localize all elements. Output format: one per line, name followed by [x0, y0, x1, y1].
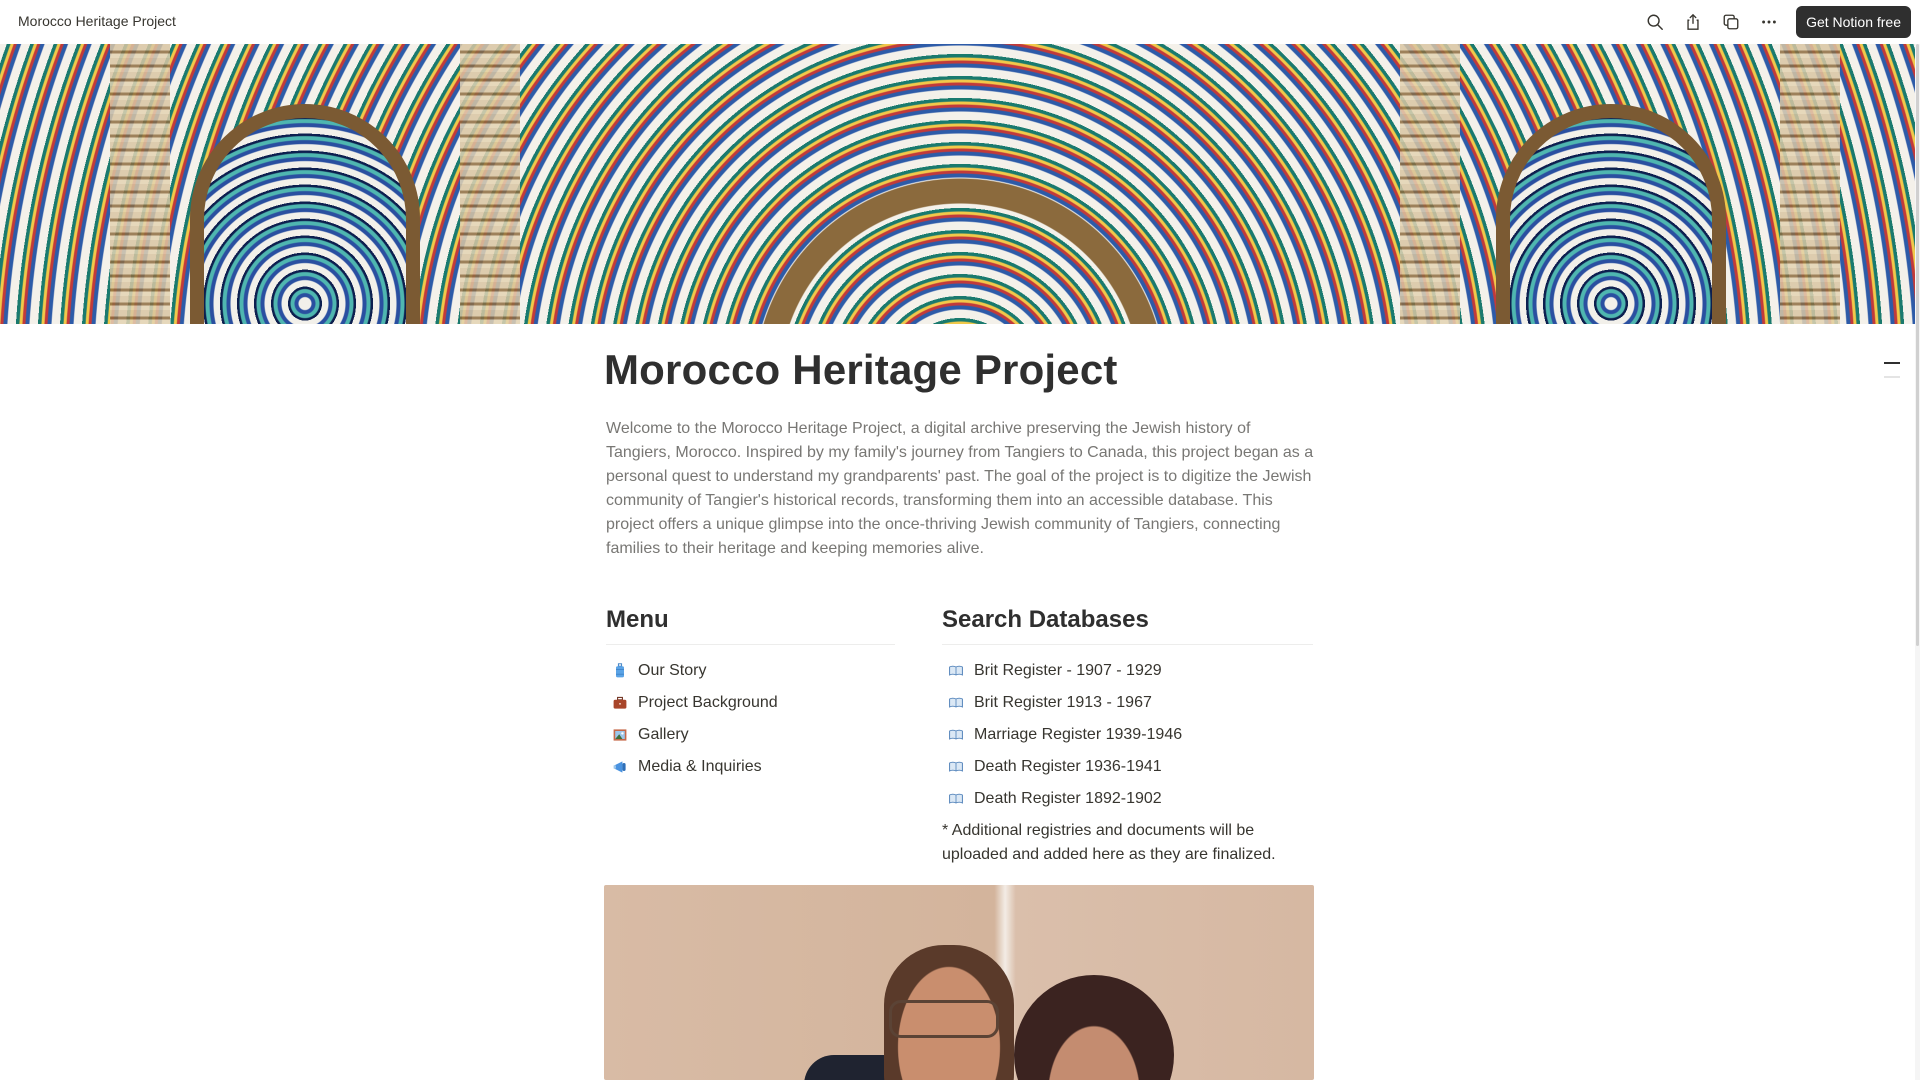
duplicate-icon — [1722, 13, 1740, 31]
luggage-icon — [610, 661, 630, 681]
scrollbar-thumb[interactable] — [1916, 44, 1919, 646]
briefcase-icon — [610, 693, 630, 713]
open-book-icon — [946, 789, 966, 809]
family-photo[interactable] — [604, 885, 1314, 1080]
database-link-label: Brit Register 1913 - 1967 — [974, 694, 1152, 711]
divider — [606, 644, 895, 645]
menu-heading: Menu — [606, 606, 669, 633]
database-link-label: Brit Register - 1907 - 1929 — [974, 662, 1162, 679]
intro-paragraph: Welcome to the Morocco Heritage Project, a digital archive preserving the Jewish history of Tangiers, Morocco. Inspired by my family's journey from Tangiers to Canada, this project began as a personal quest to understand my grandparents' past. The goal of the project is to digitize the Jewish community of Tangier's historical records, transforming them into an accessible database. This project offers a unique glimpse into the once-thriving Jewish community of Tangiers, connecting families to their heritage and keeping memories alive. — [606, 420, 1314, 557]
table-of-contents-outline[interactable] — [1884, 362, 1900, 378]
search-icon — [1646, 13, 1664, 31]
megaphone-icon — [610, 757, 630, 777]
databases-note: * Additional registries and documents will be uploaded and added here as they are finalized. — [942, 822, 1276, 863]
duplicate-button[interactable] — [1716, 7, 1746, 37]
cover-carving — [1400, 44, 1460, 324]
topbar — [0, 0, 1920, 44]
cover-carving — [110, 44, 170, 324]
page-scrollbar[interactable] — [1915, 44, 1920, 1080]
search-databases-heading: Search Databases — [942, 606, 1149, 633]
photo-detail — [1014, 975, 1174, 1080]
database-link-label: Marriage Register 1939-1946 — [974, 726, 1183, 743]
divider — [942, 644, 1313, 645]
open-book-icon — [946, 661, 966, 681]
topbar-actions — [1640, 5, 1911, 38]
open-book-icon — [946, 757, 966, 777]
share-button[interactable] — [1678, 7, 1708, 37]
menu-column — [606, 600, 895, 783]
database-link[interactable] — [942, 687, 1313, 719]
cover-image — [0, 44, 1915, 324]
menu-item-label: Project Background — [638, 694, 778, 711]
menu-item-gallery[interactable] — [606, 719, 895, 751]
more-horizontal-icon — [1760, 13, 1778, 31]
open-book-icon — [946, 725, 966, 745]
share-icon — [1684, 13, 1702, 31]
menu-item-label: Gallery — [638, 726, 689, 743]
database-link[interactable] — [942, 783, 1313, 815]
page-title: Morocco Heritage Project — [604, 346, 1118, 393]
menu-item-label: Our Story — [638, 662, 707, 679]
toc-marker[interactable] — [1884, 376, 1900, 378]
cover-carving — [460, 44, 520, 324]
database-link[interactable] — [942, 751, 1313, 783]
more-button[interactable] — [1754, 7, 1784, 37]
database-link-label: Death Register 1936-1941 — [974, 758, 1162, 775]
open-book-icon — [946, 693, 966, 713]
search-databases-column — [942, 600, 1313, 867]
cover-arch — [190, 104, 420, 324]
toc-marker-active[interactable] — [1884, 362, 1900, 364]
menu-item-our-story[interactable] — [606, 655, 895, 687]
menu-item-media-inquiries[interactable] — [606, 751, 895, 783]
menu-item-project-background[interactable] — [606, 687, 895, 719]
search-button[interactable] — [1640, 7, 1670, 37]
database-link[interactable] — [942, 719, 1313, 751]
database-link[interactable] — [942, 655, 1313, 687]
database-link-label: Death Register 1892-1902 — [974, 790, 1162, 807]
menu-item-label: Media & Inquiries — [638, 758, 762, 775]
get-notion-free-button[interactable]: Get Notion free — [1796, 6, 1911, 38]
photo-detail — [889, 1000, 999, 1038]
breadcrumb-page-title[interactable]: Morocco Heritage Project — [18, 13, 176, 29]
framed-picture-icon — [610, 725, 630, 745]
cover-arch — [1496, 104, 1726, 324]
cover-carving — [1780, 44, 1840, 324]
